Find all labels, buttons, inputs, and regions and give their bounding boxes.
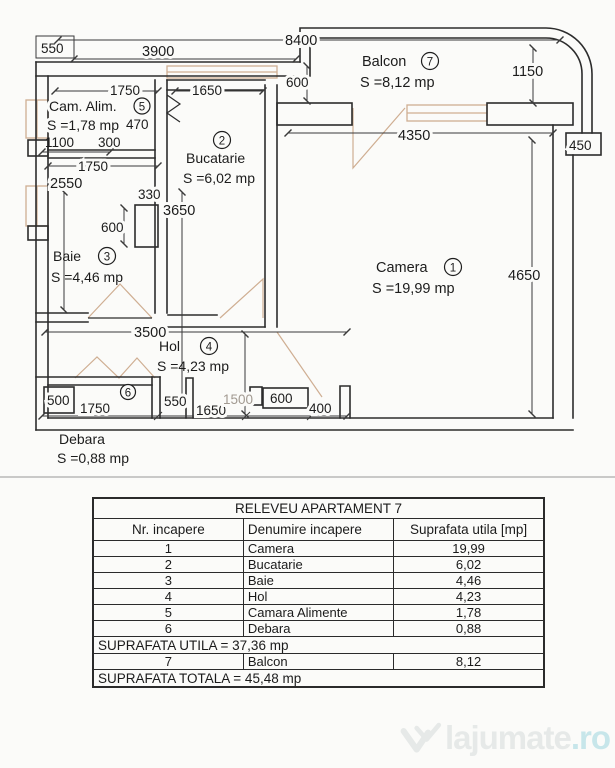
dim-camera-height: 4650 (508, 268, 541, 284)
dim-debara-500: 500 (47, 393, 70, 408)
header-suprafata: Suprafata utila [mp] (394, 519, 544, 541)
dim-baie-width: 1750 (78, 159, 109, 174)
cell-name: Camara Alimente (243, 605, 393, 621)
table-row (93, 605, 544, 621)
cell-area: 8,12 (394, 654, 544, 670)
cell-area: 19,99 (394, 541, 544, 557)
debara-door-swing (75, 357, 155, 378)
room-baie-number: 3 (103, 251, 111, 264)
dim-camalim-width: 1750 (110, 83, 141, 98)
dim-baie-height: 2550 (50, 176, 83, 192)
cell-nr: 7 (93, 654, 243, 670)
table-title-row (93, 498, 544, 519)
camalim-door-symbol (167, 95, 180, 122)
table-header-row (93, 519, 544, 541)
table-row (93, 573, 544, 589)
table-row (93, 557, 544, 573)
dim-top-left: 550 (41, 41, 64, 56)
cell-nr: 5 (93, 605, 243, 621)
bucatarie-door-swing (220, 279, 263, 318)
room-camera-number: 1 (449, 262, 457, 275)
room-camalim-area: S =1,78 mp (47, 117, 119, 133)
cell-nr: 3 (93, 573, 243, 589)
room-balcon-number: 7 (426, 56, 434, 69)
dim-camera-width: 4350 (398, 128, 431, 144)
cell-area: 4,46 (394, 573, 544, 589)
total-text: SUPRAFATA TOTALA = 45,48 mp (93, 670, 544, 688)
room-balcon-name: Balcon (362, 54, 407, 70)
room-hol-number: 4 (205, 341, 213, 354)
table-row-balcon (93, 654, 544, 670)
room-camera-area: S =19,99 mp (372, 281, 455, 297)
room-baie-name: Baie (53, 248, 82, 264)
dim-hol-1500: 1500 (223, 392, 254, 407)
cell-area: 4,23 (394, 589, 544, 605)
dim-camalim-300: 300 (98, 135, 121, 150)
dim-debara-width: 1750 (80, 401, 111, 416)
dim-hol-550: 550 (164, 394, 187, 409)
dim-camalim-1100: 1100 (45, 135, 75, 150)
dim-balcony-left: 600 (286, 75, 309, 90)
dim-shaft-600: 600 (101, 220, 124, 235)
table-row (93, 621, 544, 637)
cell-name: Baie (243, 573, 393, 589)
room-debara-area: S =0,88 mp (57, 450, 129, 466)
room-camera-name: Camera (376, 260, 428, 276)
baie-door-swing (88, 284, 152, 318)
room-bucatarie-name: Bucatarie (186, 150, 246, 166)
room-camalim-name: Cam. Alim. (49, 98, 117, 114)
cell-nr: 2 (93, 557, 243, 573)
subtotal-row (93, 637, 544, 654)
dim-bucatarie-width: 1650 (192, 83, 223, 98)
cell-area: 1,78 (394, 605, 544, 621)
header-nr: Nr. incapere (93, 519, 243, 541)
header-denumire: Denumire incapere (243, 519, 393, 541)
table-row (93, 541, 544, 557)
dim-top-partial: 3900 (142, 44, 175, 60)
watermark-brand: lajumate (444, 719, 571, 756)
cell-name: Camera (243, 541, 393, 557)
room-bucatarie-number: 2 (218, 135, 226, 148)
room-debara-name: Debara (59, 431, 105, 447)
room-balcon-area: S =8,12 mp (360, 75, 435, 91)
subtotal-text: SUPRAFATA UTILA = 37,36 mp (93, 637, 544, 654)
cell-area: 6,02 (394, 557, 544, 573)
table-row (93, 589, 544, 605)
table-title: RELEVEU APARTAMENT 7 (93, 498, 544, 519)
dim-balcony-depth: 1150 (512, 64, 544, 80)
lajumate-logo-icon (396, 713, 445, 763)
cell-name: Debara (243, 621, 393, 637)
dim-bucatarie-height: 3650 (163, 203, 196, 219)
total-row (93, 670, 544, 688)
cell-area: 0,88 (394, 621, 544, 637)
cell-nr: 4 (93, 589, 243, 605)
room-camalim-number: 5 (138, 101, 146, 114)
cell-name: Hol (243, 589, 393, 605)
watermark-tld: .ro (570, 719, 610, 756)
releveu-table (92, 497, 545, 688)
room-debara-number: 6 (124, 387, 132, 400)
dim-camalim-470: 470 (126, 117, 149, 132)
dim-exit-600: 600 (270, 391, 293, 406)
room-bucatarie-area: S =6,02 mp (183, 170, 255, 186)
dim-hol-width: 3500 (134, 325, 167, 341)
dim-step-right: 450 (569, 138, 592, 153)
room-baie-area: S =4,46 mp (51, 269, 123, 285)
watermark (396, 711, 610, 765)
cell-name: Bucatarie (243, 557, 393, 573)
cell-nr: 6 (93, 621, 243, 637)
room-hol-area: S =4,23 mp (157, 358, 229, 374)
dim-exit-400: 400 (309, 401, 332, 416)
dim-total-width: 8400 (285, 33, 318, 49)
dim-mid-330: 330 (138, 187, 161, 202)
room-hol-name: Hol (159, 338, 181, 354)
cell-nr: 1 (93, 541, 243, 557)
dim-hol-1650: 1650 (196, 403, 227, 418)
cell-name: Balcon (243, 654, 393, 670)
